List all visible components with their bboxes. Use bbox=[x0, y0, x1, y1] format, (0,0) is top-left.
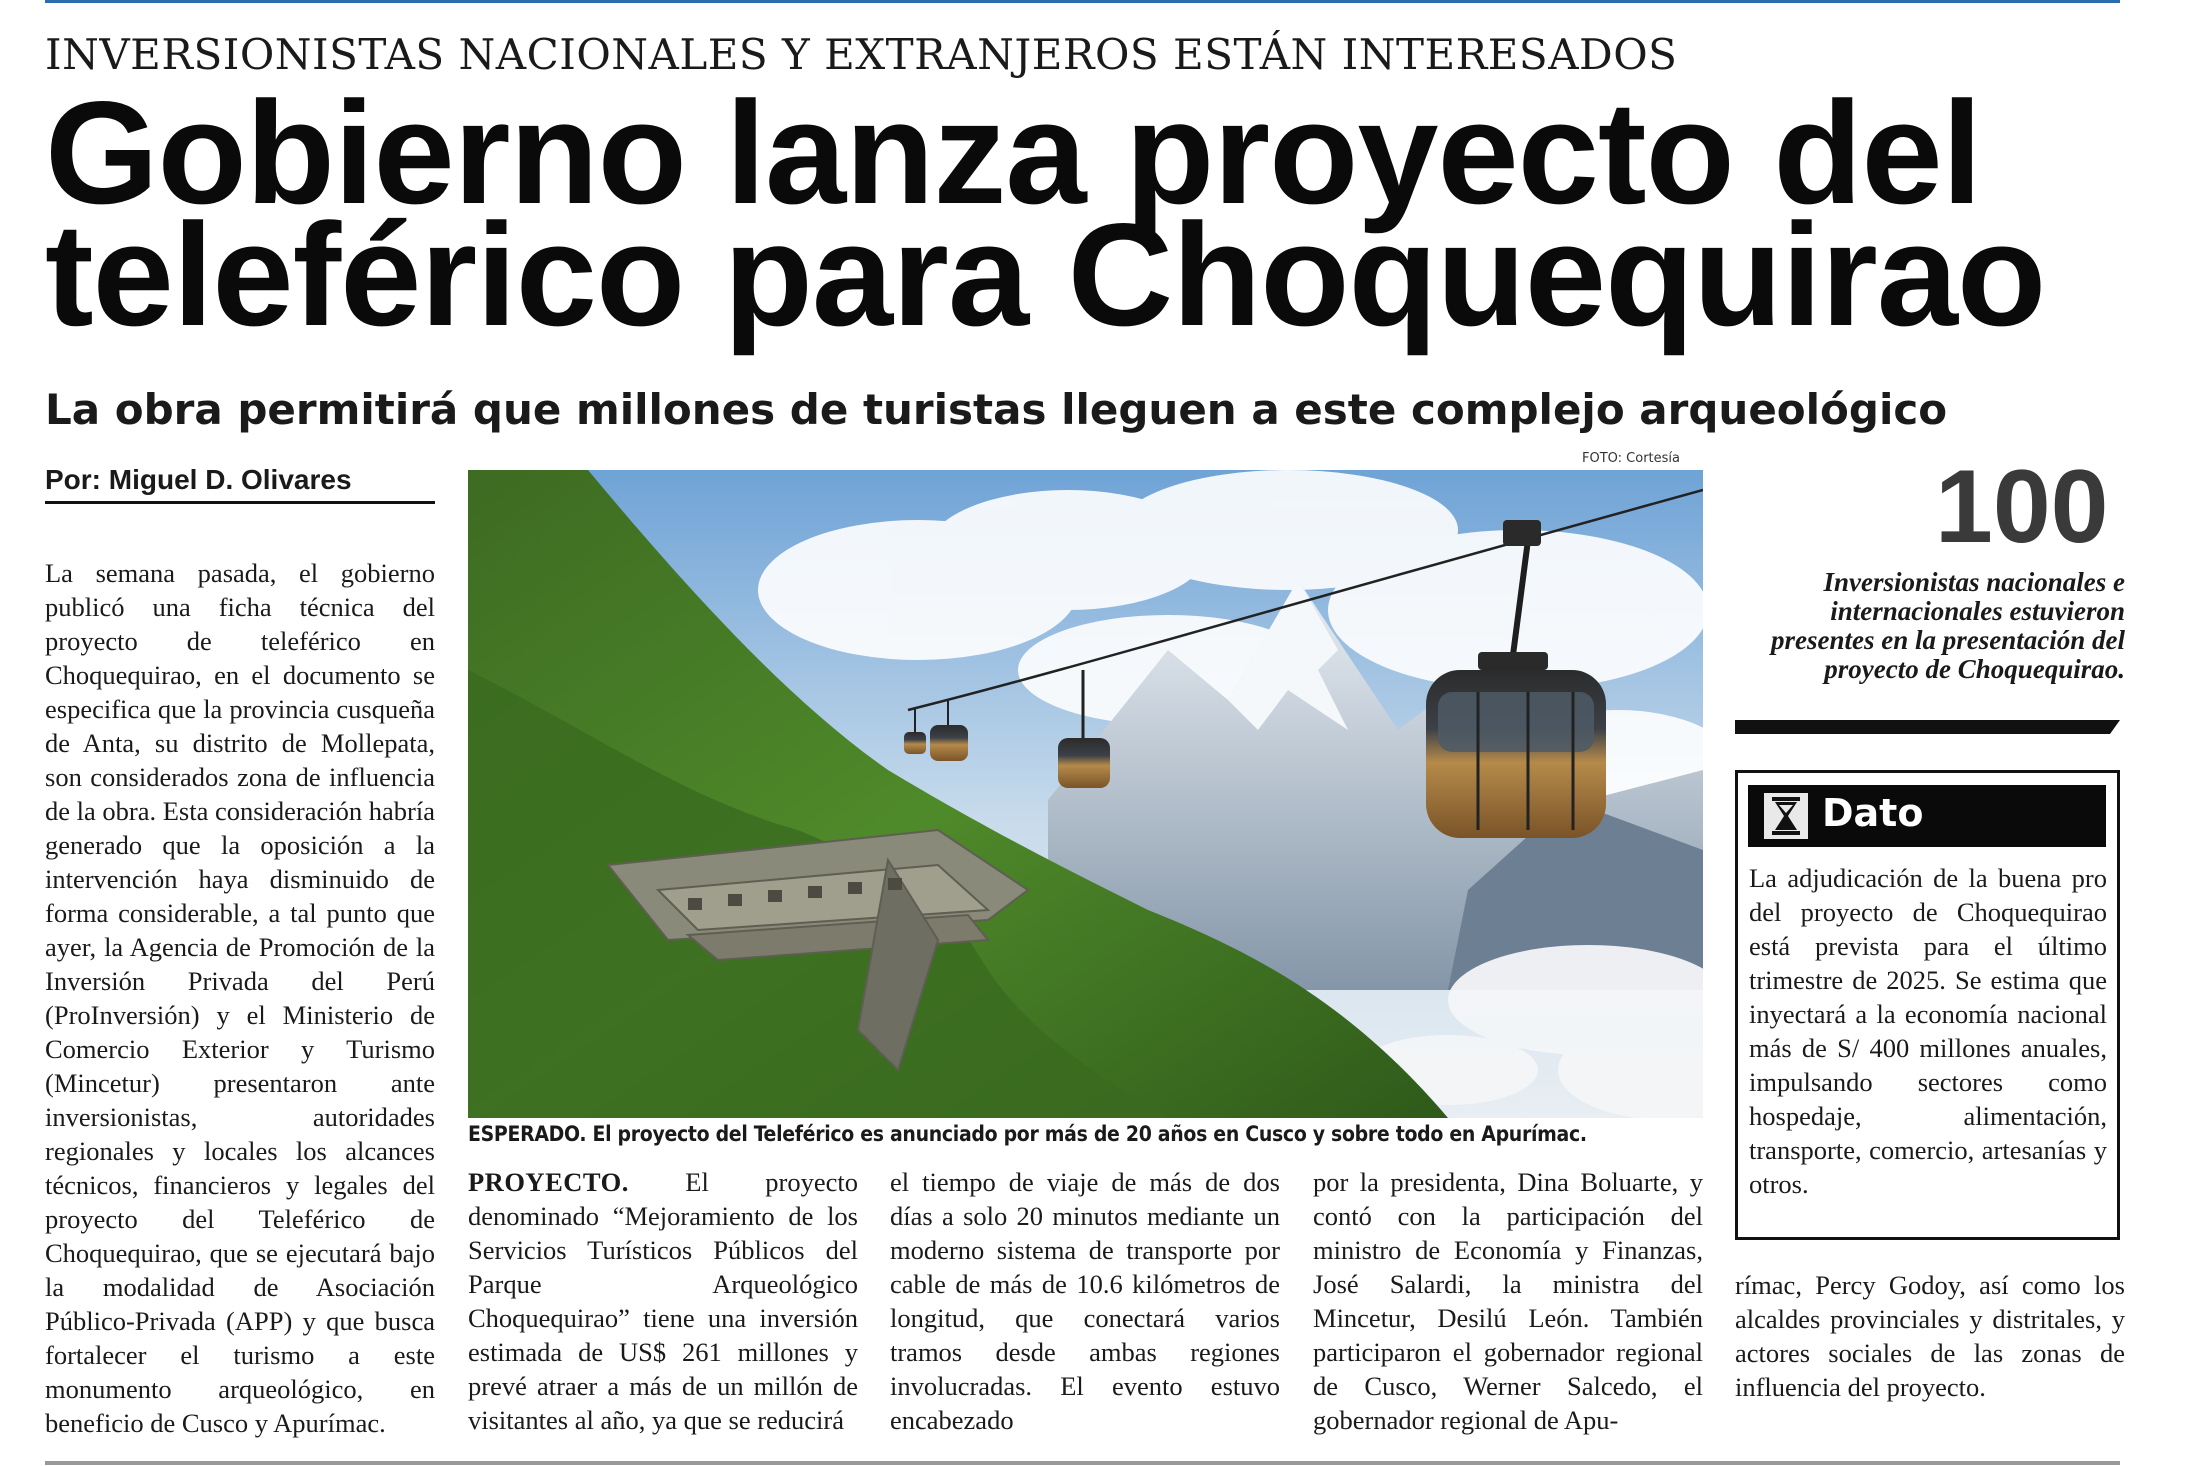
headline bbox=[45, 71, 2195, 356]
photo-caption: ESPERADO. El proyecto del Teleférico es anunciado por más de 20 años en Cusco y sobre todo en Apurímac. bbox=[468, 1122, 1587, 1146]
byline: Por: Miguel D. Olivares bbox=[45, 464, 352, 495]
section-lead: PROYECTO. bbox=[468, 1167, 629, 1197]
body-column-1: La semana pasada, el gobierno publicó una ficha técnica del proyecto de teleférico en Choquequirao, en el documento se especifica que la provincia cusqueña de Anta, su distrito de Mollepata, son considerados zona de influencia de la obra. Esta consideración habría generado que la oposición a la intervención haya disminuido de forma considerable, a tal punto que ayer, la Agencia de Promoción de la Inversión Privada del Perú (ProInversión) y el Ministerio de Comercio Exterior y Turismo (Mincetur) presentaron ante inversionistas, autoridades regionales y locales los alcances técnicos, financieros y legales del proyecto del Teleférico de Choquequirao, que se ejecutará bajo la modalidad de Asociación Público-Privada (APP) y que busca fortalecer el turismo a este monumento arqueológico, en beneficio de Cusco y Apurímac. bbox=[45, 558, 435, 1438]
body-column-3: el tiempo de viaje de más de dos días a solo 20 minutos mediante un moderno sistema de transporte por cable de más de 10.6 kilómetros de longitud, que conectará varios tramos desde ambas regiones involucradas. El evento estuvo encabezado bbox=[890, 1167, 1280, 1435]
dato-box bbox=[1735, 770, 2120, 1240]
highlight-number: 100 bbox=[1935, 449, 2109, 565]
dato-text: La adjudicación de la buena pro del proyecto de Choquequirao está prevista para el último trimestre de 2025. Se estima que inyectará a la economía nacional más de S/ 400 millones anuales, impulsando sectores como hospedaje, alimentación, transporte, comercio, artesanías y otros. bbox=[1749, 863, 2107, 1199]
headline-line-2: teleférico para Choquequirao bbox=[45, 193, 2046, 356]
hourglass-icon bbox=[1764, 793, 1808, 839]
headline-line-1: Gobierno lanza proyecto del bbox=[45, 71, 1982, 234]
highlight-rule bbox=[1735, 720, 2120, 734]
body-column-4: por la presidenta, Dina Boluarte, y contó con la participación del ministro de Economía y Finanzas, José Salardi, la ministra del Mincetur, Desilú León. También participaron el gobernador regional de Cusco, Werner Salcedo, el gobernador regional de Apu- bbox=[1313, 1167, 1703, 1435]
photo-credit: FOTO: Cortesía bbox=[1582, 451, 1680, 466]
body-column-2 bbox=[468, 1165, 858, 1437]
body-column-5: rímac, Percy Godoy, así como los alcaldes provinciales y distritales, y actores sociales de las zonas de influencia del proyecto. bbox=[1735, 1270, 2125, 1402]
cable-car-illustration bbox=[468, 470, 1703, 1118]
dato-title: Dato bbox=[1822, 791, 1924, 835]
dato-header bbox=[1748, 785, 2106, 847]
article-photo bbox=[468, 470, 1703, 1118]
bottom-rule bbox=[45, 1461, 2120, 1465]
body-column-2-text: El proyecto denominado “Mejoramiento de los Servicios Turísticos Públicos del Parque Arqueológico Choquequirao” tiene una inversión estimada de US$ 261 millones y prevé atraer a más de un millón de visitantes al año, ya que se reducirá bbox=[468, 1167, 858, 1435]
byline-rule bbox=[45, 501, 435, 504]
kicker: INVERSIONISTAS NACIONALES Y EXTRANJEROS ESTÁN INTERESADOS bbox=[45, 30, 1678, 79]
subheadline: La obra permitirá que millones de turistas lleguen a este complejo arqueológico bbox=[45, 385, 1948, 434]
top-rule bbox=[45, 0, 2120, 3]
highlight-text: Inversionistas nacionales e internacionales estuvieron presentes en la presentación del proyecto de Choquequirao. bbox=[1771, 567, 2125, 684]
